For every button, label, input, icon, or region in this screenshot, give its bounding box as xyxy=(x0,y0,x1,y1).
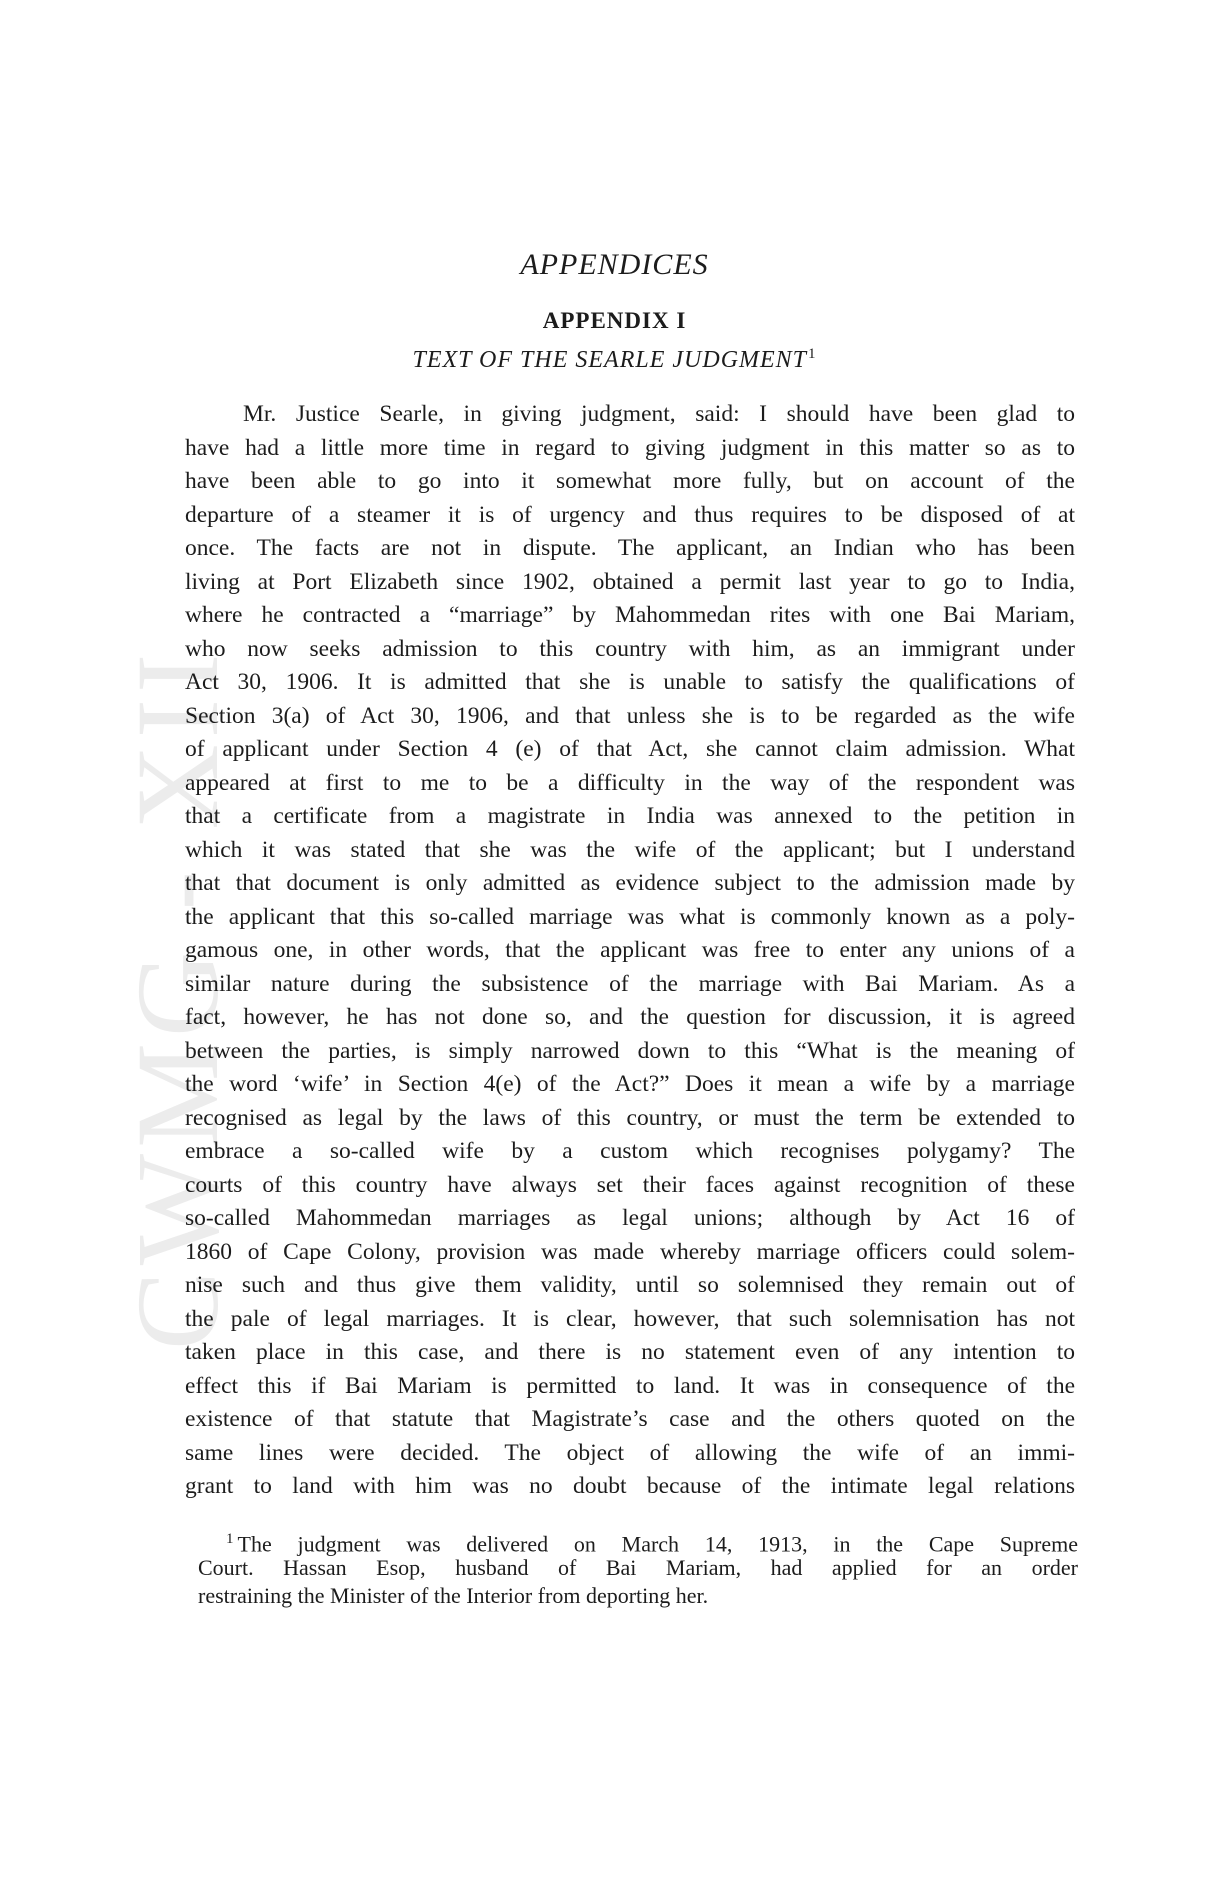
body-line: have been able to go into it somewhat more fully, but on account of the xyxy=(185,468,1075,494)
body-line: who now seeks admission to this country with him, as an immigrant under xyxy=(185,635,1075,662)
footnote-line xyxy=(198,1525,1078,1557)
body-line: that that document is only admitted as evidence subject to the admission made by xyxy=(185,870,1075,896)
footnote xyxy=(198,1525,1078,1611)
body-line: once. The facts are not in dispute. The applicant, an Indian who has been xyxy=(185,535,1075,561)
footnote-line: Court. Hassan Esop, husband of Bai Mariam, had applied for an order xyxy=(198,1554,1078,1580)
body-line: of applicant under Section 4 (e) of that Act, she cannot claim admission. What xyxy=(185,736,1075,762)
body-line: where he contracted a “marriage” by Mahommedan rites with one Bai Mariam, xyxy=(185,602,1075,628)
body-line: appeared at first to me to be a difficulty in the way of the respondent was xyxy=(185,769,1075,796)
body-line: so-called Mahommedan marriages as legal unions; although by Act 16 of xyxy=(185,1205,1075,1231)
body-line: the word ‘wife’ in Section 4(e) of the Act?” Does it mean a wife by a marriage xyxy=(185,1071,1075,1097)
body-line: between the parties, is simply narrowed down to this “What is the meaning of xyxy=(185,1037,1075,1064)
body-line: living at Port Elizabeth since 1902, obtained a permit last year to go to India, xyxy=(185,568,1075,595)
body-line: Mr. Justice Searle, in giving judgment, said: I should have been glad to xyxy=(243,401,1075,427)
appendix-heading: APPENDIX I xyxy=(542,308,687,333)
body-line: have had a little more time in regard to giving judgment in this matter so as to xyxy=(185,434,1075,461)
body-line: grant to land with him was no doubt because of the intimate legal relations xyxy=(185,1473,1075,1499)
body-line: gamous one, in other words, that the applicant was free to enter any unions of a xyxy=(185,937,1075,963)
footnote-text: The judgment was delivered on March 14, 1913, in the Cape Supreme xyxy=(237,1531,1078,1557)
watermark: CWMG - XII xyxy=(112,647,243,1350)
body-line: that a certificate from a magistrate in India was annexed to the petition in xyxy=(185,803,1075,829)
body-line: effect this if Bai Mariam is permitted to land. It was in consequence of the xyxy=(185,1372,1075,1399)
body-line: existence of that statute that Magistrate’s case and the others quoted on the xyxy=(185,1406,1075,1432)
appendix-title-text: TEXT OF THE SEARLE JUDGMENT xyxy=(412,347,808,373)
body-line: 1860 of Cape Colony, provision was made whereby marriage officers could solem- xyxy=(185,1238,1075,1265)
body-line: nise such and thus give them validity, until so solemnised they remain out of xyxy=(185,1272,1075,1298)
body-line: fact, however, he has not done so, and the question for discussion, it is agreed xyxy=(185,1004,1075,1030)
footnote-line: restraining the Minister of the Interior from deporting her. xyxy=(198,1583,709,1608)
appendix-title xyxy=(0,346,1229,374)
judgment-body xyxy=(185,398,1075,1504)
body-line: embrace a so-called wife by a custom which recognises polygamy? The xyxy=(185,1138,1075,1164)
body-line: which it was stated that she was the wife of the applicant; but I understand xyxy=(185,836,1075,863)
body-line: similar nature during the subsistence of the marriage with Bai Mariam. As a xyxy=(185,970,1075,997)
footnote-marker: 1 xyxy=(226,1531,234,1547)
body-line: departure of a steamer it is of urgency and thus requires to be disposed of at xyxy=(185,501,1075,528)
body-line: Section 3(a) of Act 30, 1906, and that unless she is to be regarded as the wife xyxy=(185,702,1075,729)
body-line: same lines were decided. The object of allowing the wife of an immi- xyxy=(185,1439,1075,1466)
body-line: the applicant that this so-called marriage was what is commonly known as a poly- xyxy=(185,903,1075,930)
body-line: Act 30, 1906. It is admitted that she is unable to satisfy the qualifications of xyxy=(185,669,1075,695)
body-line: the pale of legal marriages. It is clear, however, that such solemnisation has not xyxy=(185,1305,1075,1332)
section-heading: APPENDICES xyxy=(520,248,709,281)
body-line: taken place in this case, and there is no statement even of any intention to xyxy=(185,1339,1075,1365)
footnote-reference: 1 xyxy=(808,346,817,362)
body-line: courts of this country have always set their faces against recognition of these xyxy=(185,1171,1075,1198)
body-line: recognised as legal by the laws of this country, or must the term be extended to xyxy=(185,1104,1075,1131)
